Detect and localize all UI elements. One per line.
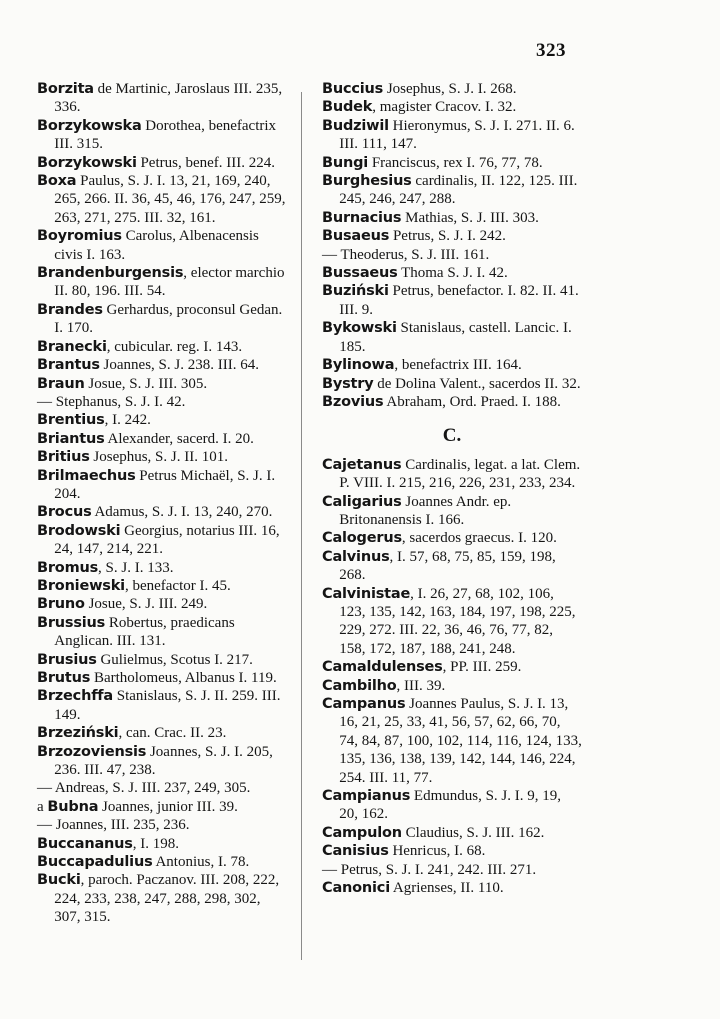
- index-entry: [322, 695, 582, 787]
- entry-headword: Brentius: [37, 412, 105, 429]
- index-entry: [37, 816, 287, 834]
- entry-headword: Bruno: [37, 596, 85, 613]
- entry-text: , S. J. I. 133.: [98, 559, 174, 576]
- entry-headword: Bromus: [37, 559, 99, 576]
- entry-headword: Brantus: [37, 357, 100, 374]
- entry-text: Henricus, I. 68.: [388, 843, 486, 860]
- entry-text: Joannes Andr. ep. Britonanensis I. 166.: [339, 493, 512, 528]
- entry-headword: Brodowski: [37, 522, 121, 539]
- entry-text: Agrienses, II. 110.: [389, 880, 504, 897]
- entry-text: Robertus, praedicans Anglican. III. 131.: [54, 614, 235, 650]
- entry-text: Antonius, I. 78.: [152, 854, 250, 871]
- index-entry: [37, 338, 287, 356]
- entry-text: Claudius, S. J. III. 162.: [401, 824, 545, 841]
- index-entry: [322, 209, 582, 227]
- entry-headword: Campianus: [322, 788, 411, 805]
- index-entry: [37, 264, 287, 301]
- index-entry: [37, 559, 287, 577]
- entry-headword: Boxa: [37, 173, 77, 190]
- entry-headword: Bystry: [322, 375, 374, 392]
- entry-headword: Calvinistae: [322, 585, 411, 602]
- entry-text: — Petrus, S. J. I. 241, 242. III. 271.: [322, 861, 537, 878]
- index-entry: [322, 117, 582, 154]
- index-entry: [37, 522, 287, 559]
- entry-headword: Campanus: [322, 696, 406, 712]
- index-entry: [37, 117, 287, 154]
- entry-text: — Theoderus, S. J. III. 161.: [322, 246, 490, 263]
- entry-headword: Caligarius: [322, 493, 402, 510]
- index-group-b: [322, 80, 582, 411]
- entry-text: Dorothea, benefactrix III. 315.: [54, 117, 277, 153]
- entry-headword: Bungi: [322, 154, 369, 171]
- entry-headword: Campulon: [322, 824, 402, 841]
- entry-headword: Brandes: [37, 301, 103, 318]
- entry-text: Stanislaus, castell. Lancic. I. 185.: [339, 320, 572, 355]
- index-entry: [37, 779, 287, 797]
- entry-text: Gulielmus, Scotus I. 217.: [96, 651, 253, 668]
- index-entry: [322, 658, 582, 676]
- entry-text: — Stephanus, S. J. I. 42.: [37, 393, 186, 410]
- entry-headword: Brzeziński: [37, 725, 119, 742]
- entry-text: cardinalis, II. 122, 125. III. 245, 246, 247, 288.: [339, 173, 578, 208]
- entry-text: , sacerdos graecus. I. 120.: [401, 530, 557, 547]
- entry-text: , can. Crac. II. 23.: [118, 725, 227, 742]
- entry-headword: Calvinus: [322, 548, 390, 565]
- entry-text: — Andreas, S. J. III. 237, 249, 305.: [37, 780, 251, 797]
- entry-headword: Bubna: [47, 798, 99, 815]
- entry-headword: Braun: [37, 375, 85, 392]
- left-index-column: [37, 80, 287, 927]
- index-entry: [37, 743, 287, 780]
- entry-text: Petrus, S. J. I. 242.: [389, 228, 506, 245]
- entry-text: , PP. III. 259.: [442, 659, 522, 676]
- index-entry: [37, 595, 287, 613]
- entry-text: , benefactor I. 45.: [124, 577, 231, 594]
- index-entry: [322, 393, 582, 411]
- index-entry: [37, 375, 287, 393]
- entry-headword: Brzechffa: [37, 688, 113, 705]
- entry-headword: Buccapadulius: [37, 854, 153, 871]
- entry-text: Thoma S. J. I. 42.: [397, 265, 508, 282]
- index-entry: [37, 871, 287, 926]
- index-entry: [37, 724, 287, 742]
- index-entry: [37, 80, 287, 117]
- index-entry: [322, 356, 582, 374]
- entry-headword: Camaldulenses: [322, 659, 443, 676]
- entry-text: Bartholomeus, Albanus I. 119.: [90, 670, 277, 686]
- entry-text: Joannes, S. J. 238. III. 64.: [99, 357, 259, 374]
- index-entry: [37, 651, 287, 669]
- entry-text: Cardinalis, legat. a lat. Clem. P. VIII. I. 215, 216, 226, 231, 233, 234.: [339, 456, 581, 492]
- entry-headword: Bussaeus: [322, 265, 398, 282]
- entry-text: , I. 198.: [132, 835, 179, 852]
- index-entry: [322, 264, 582, 282]
- entry-text: , elector marchio II. 80, 196. III. 54.: [54, 265, 285, 300]
- entry-headword: Bykowski: [322, 320, 397, 337]
- entry-text: de Martinic, Jaroslaus III. 235, 336.: [54, 81, 283, 116]
- entry-headword: Broniewski: [37, 577, 125, 594]
- entry-headword: Buccananus: [37, 835, 133, 852]
- index-entry: [322, 548, 582, 585]
- index-group-c: [322, 456, 582, 898]
- right-index-column: [322, 80, 582, 897]
- entry-text: Gerhardus, proconsul Gedan. I. 170.: [54, 301, 283, 337]
- index-entry: [37, 503, 287, 521]
- entry-headword: Borzykowska: [37, 117, 142, 134]
- entry-headword: Brussius: [37, 614, 106, 631]
- index-entry: [322, 154, 582, 172]
- index-entry: [37, 614, 287, 651]
- index-entry: [37, 448, 287, 466]
- entry-text: , I. 57, 68, 75, 85, 159, 198, 268.: [339, 548, 556, 584]
- index-entry: [37, 172, 287, 227]
- entry-headword: Brutus: [37, 670, 91, 686]
- section-letter-heading: C.: [442, 425, 462, 447]
- entry-headword: Brocus: [37, 504, 92, 521]
- entry-headword: Branecki: [37, 338, 107, 355]
- entry-text: Paulus, S. J. I. 13, 21, 169, 240, 265, 266. II. 36, 45, 46, 176, 247, 259, 263, 271, 275. III. 32, 161.: [54, 173, 286, 226]
- entry-headword: Brzozoviensis: [37, 743, 147, 760]
- entry-text: , I. 26, 27, 68, 102, 106, 123, 135, 142, 163, 184, 197, 198, 225, 229, 272. III. 22, 36, 46, 76, 77, 82, 158, 172, 187, 188, 241, 248.: [339, 585, 576, 657]
- entry-text: Alexander, sacerd. I. 20.: [104, 430, 254, 447]
- entry-headword: Bzovius: [322, 393, 384, 410]
- entry-headword: Cambilho: [322, 677, 397, 694]
- entry-headword: Buccius: [322, 81, 384, 97]
- index-entry: [37, 669, 287, 687]
- entry-text: — Joannes, III. 235, 236.: [37, 817, 190, 834]
- entry-headword: Burghesius: [322, 173, 412, 190]
- index-entry: [37, 301, 287, 338]
- index-entry: [37, 853, 287, 871]
- entry-headword: Boyromius: [37, 228, 122, 245]
- entry-headword: Brilmaechus: [37, 467, 136, 484]
- index-entry: [322, 98, 582, 116]
- index-entry: [322, 227, 582, 245]
- index-entry: [322, 824, 582, 842]
- entry-headword: Bylinowa: [322, 357, 395, 374]
- entry-text: Mathias, S. J. III. 303.: [401, 209, 539, 226]
- entry-text: , I. 242.: [104, 412, 151, 429]
- entry-text: Stanislaus, S. J. II. 259. III. 149.: [54, 688, 281, 723]
- entry-text: Franciscus, rex I. 76, 77, 78.: [368, 154, 543, 171]
- entry-headword: Britius: [37, 449, 90, 466]
- index-entry: [37, 411, 287, 429]
- entry-text: Petrus, benefactor. I. 82. II. 41. III. 9.: [339, 283, 579, 318]
- entry-headword: Budek: [322, 99, 373, 116]
- index-entry: [37, 393, 287, 411]
- entry-headword: Briantus: [37, 430, 105, 447]
- entry-text: Petrus Michaël, S. J. I. 204.: [54, 467, 276, 502]
- entry-text: , cubicular. reg. I. 143.: [106, 338, 243, 355]
- entry-text: Carolus, Albenacensis civis I. 163.: [54, 228, 259, 263]
- entry-headword: Brandenburgensis: [37, 265, 184, 282]
- entry-headword: Borzykowski: [37, 154, 137, 171]
- index-entry: [37, 356, 287, 374]
- entry-headword: Calogerus: [322, 530, 402, 547]
- entry-text: de Dolina Valent., sacerdos II. 32.: [373, 375, 581, 392]
- entry-text: Adamus, S. J. I. 13, 240, 270.: [91, 504, 273, 521]
- index-entry: [322, 172, 582, 209]
- index-entry: [322, 80, 582, 98]
- index-entry: [322, 246, 582, 264]
- entry-headword: Canisius: [322, 843, 389, 860]
- index-entry: [37, 227, 287, 264]
- index-entry: [37, 467, 287, 504]
- entry-text: Georgius, notarius III. 16, 24, 147, 214, 221.: [54, 522, 280, 558]
- entry-text: Joannes, junior III. 39.: [98, 798, 238, 815]
- index-entry: [322, 282, 582, 319]
- entry-text: Hieronymus, S. J. I. 271. II. 6. III. 111, 147.: [339, 117, 575, 153]
- entry-headword: Canonici: [322, 880, 390, 897]
- index-entry: [322, 585, 582, 659]
- index-entry: [37, 430, 287, 448]
- column-divider: [301, 92, 302, 960]
- index-entry: [322, 677, 582, 695]
- index-entry: [37, 835, 287, 853]
- index-entry: [322, 529, 582, 547]
- entry-prefix: a: [37, 798, 48, 815]
- index-entry: [37, 798, 287, 816]
- entry-headword: Cajetanus: [322, 456, 402, 473]
- index-entry: [322, 456, 582, 493]
- entry-headword: Busaeus: [322, 228, 390, 245]
- entry-headword: Borzita: [37, 81, 94, 97]
- index-entry: [322, 787, 582, 824]
- entry-text: Josue, S. J. III. 305.: [84, 375, 208, 392]
- index-entry: [322, 493, 582, 530]
- entry-text: , III. 39.: [396, 677, 446, 694]
- entry-text: Josephus, S. J. II. 101.: [89, 449, 228, 466]
- index-entry: [322, 842, 582, 860]
- index-entry: [37, 154, 287, 172]
- index-entry: [322, 319, 582, 356]
- entry-text: Edmundus, S. J. I. 9, 19, 20, 162.: [339, 788, 561, 823]
- entry-text: Petrus, benef. III. 224.: [136, 154, 276, 171]
- index-entry: [322, 879, 582, 897]
- entry-text: Josephus, S. J. I. 268.: [383, 81, 517, 97]
- entry-headword: Burnacius: [322, 209, 402, 226]
- entry-text: , benefactrix III. 164.: [394, 357, 522, 374]
- entry-text: Josue, S. J. III. 249.: [84, 596, 208, 613]
- page-number: 323: [536, 40, 566, 61]
- entry-text: , magister Cracov. I. 32.: [372, 99, 517, 116]
- entry-text: Joannes Paulus, S. J. I. 13, 16, 21, 25, 33, 41, 56, 57, 62, 66, 70, 74, 84, 87, 100, 102, 114, 116, 124, 133, 135, 136, 138, 139, 142, 144, 146, 224, 254. III. 11, 77.: [339, 696, 582, 786]
- index-entry: [37, 687, 287, 724]
- entry-headword: Bucki: [37, 872, 81, 889]
- entry-headword: Budziwil: [322, 117, 389, 134]
- index-entry: [322, 375, 582, 393]
- entry-headword: Buziński: [322, 283, 389, 300]
- entry-text: Joannes, S. J. I. 205, 236. III. 47, 238.: [54, 743, 273, 779]
- entry-headword: Brusius: [37, 651, 97, 668]
- entry-text: Abraham, Ord. Praed. I. 188.: [383, 393, 561, 410]
- index-entry: [322, 861, 582, 879]
- index-entry: [37, 577, 287, 595]
- entry-text: , paroch. Paczanov. III. 208, 222, 224, 233, 238, 247, 288, 298, 302, 307, 315.: [54, 872, 280, 926]
